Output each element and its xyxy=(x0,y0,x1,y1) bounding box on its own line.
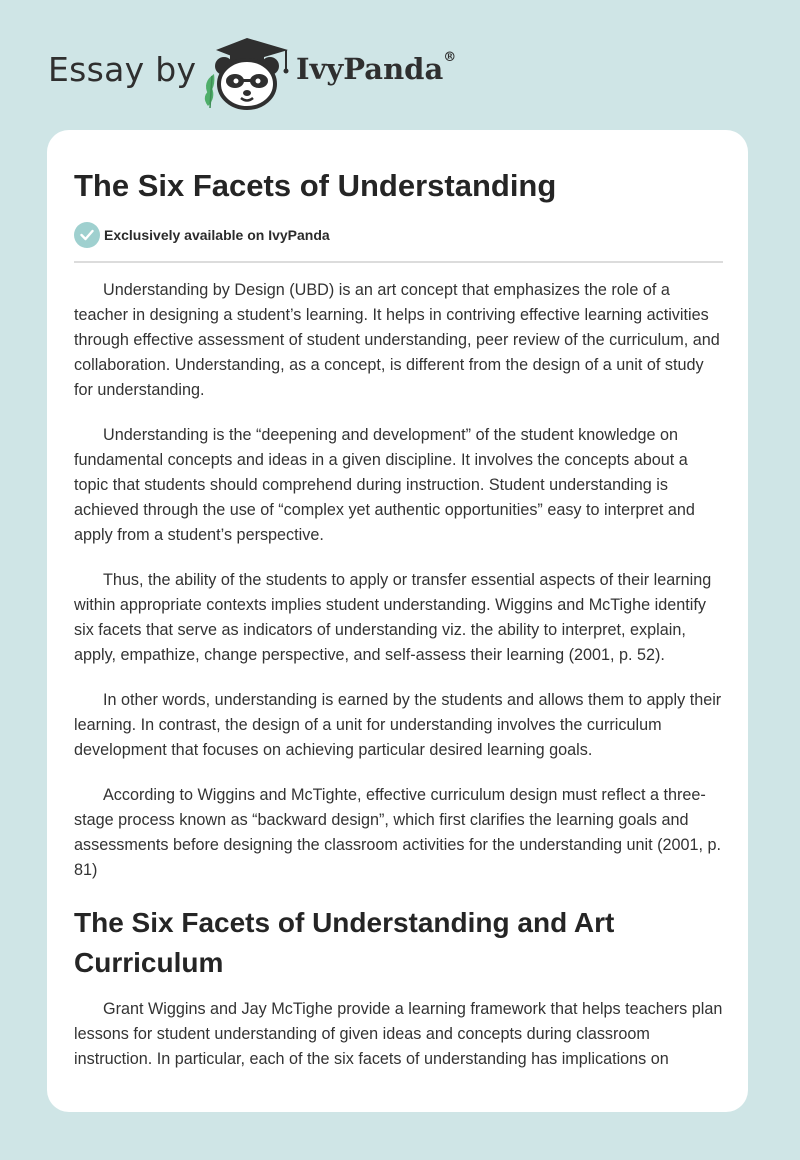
essay-card xyxy=(47,130,748,1112)
paragraph: According to Wiggins and McTighte, effective curriculum design must reflect a three-stage process known as “backward design”, which first clarifies the learning goals and assessments before designing the classroom activities for the understanding unit (2001, p. 81) xyxy=(74,786,721,879)
site-header xyxy=(0,0,800,130)
paragraph: In other words, understanding is earned by the students and allows them to apply their learning. In contrast, the design of a unit for understanding involves the curriculum development that focuses on achieving particular desired learning goals. xyxy=(74,691,722,759)
paragraph: Grant Wiggins and Jay McTighe provide a learning framework that helps teachers plan lessons for student understanding of given ideas and concepts during classroom instruction. In particular, each of the six facets of understanding has implications on xyxy=(74,1000,723,1068)
page-title: The Six Facets of Understanding xyxy=(74,168,557,203)
exclusive-badge xyxy=(74,222,723,248)
paragraph: Understanding by Design (UBD) is an art concept that emphasizes the role of a teacher in designing a student’s learning. It helps in contriving effective learning activities through effective assessment of student understanding, peer review of the curriculum, and collaboration. Understanding, as a concept, is different from the design of a unit of study for understanding. xyxy=(74,281,720,399)
registered-mark: ® xyxy=(443,50,457,65)
divider xyxy=(74,261,723,263)
panda-logo-icon[interactable] xyxy=(200,36,294,110)
article-body xyxy=(74,278,723,1092)
brand-prefix: Essay by xyxy=(48,50,197,89)
section-heading: The Six Facets of Understanding and Art Curriculum xyxy=(74,907,615,978)
badge-label: Exclusively available on IvyPanda xyxy=(104,227,330,243)
paragraph: Understanding is the “deepening and development” of the student knowledge on fundamental concepts and ideas in a given discipline. It involves the concepts about a topic that students should comprehend during instruction. Student understanding is achieved through the use of “complex yet authentic opportunities” easy to interpret and apply from a student’s perspective. xyxy=(74,426,695,544)
paragraph: Thus, the ability of the students to apply or transfer essential aspects of their learning within appropriate contexts implies student understanding. Wiggins and McTighe identify six facets that serve as indicators of understanding viz. the ability to interpret, explain, apply, empathize, change perspective, and self-assess their learning (2001, p. 52). xyxy=(74,571,712,664)
brand-name[interactable]: IvyPanda® xyxy=(296,50,457,86)
check-circle-icon xyxy=(74,222,100,248)
